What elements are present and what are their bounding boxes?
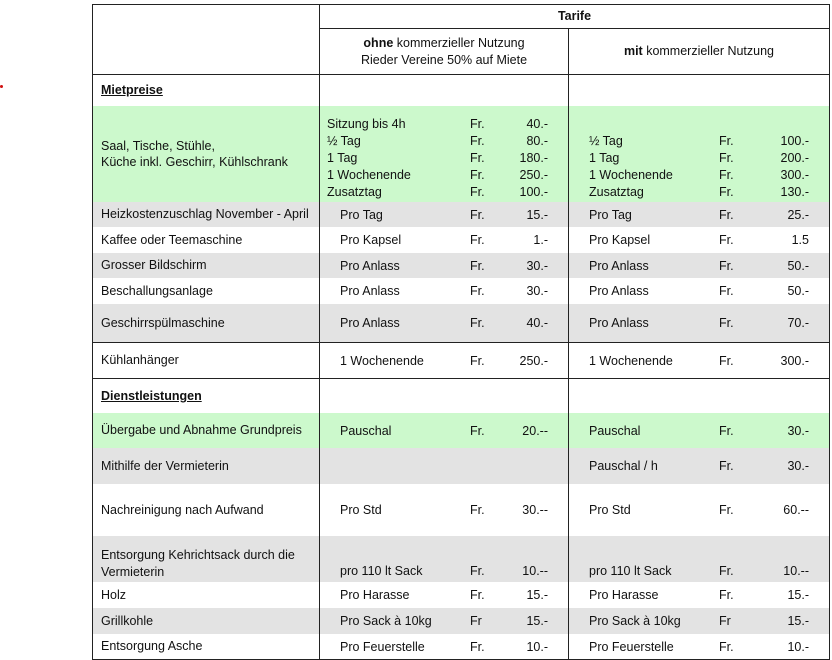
row-label-line2: Vermieterin [101,564,165,579]
currency: Fr. [470,423,485,438]
row-label: Entsorgung Asche [93,634,320,660]
unit: Pro Anlass [340,315,400,330]
section-row-mietpreise [93,75,830,107]
saal-mit-line [569,167,829,184]
unit: Pro Kapsel [340,232,402,247]
currency: Fr. [719,639,734,654]
row-label-saal-line2: Küche inkl. Geschirr, Kühlschrank [101,155,288,169]
table-row [93,536,830,582]
header-empty-cell-2 [93,29,320,75]
price: 300.- [780,353,809,368]
price: 10.- [526,639,548,654]
table-row [93,484,830,536]
currency: Fr. [719,133,734,148]
table-row [93,202,830,227]
row-label: Grosser Bildschirm [93,253,320,278]
price: 70.- [787,315,809,330]
currency: Fr. [719,458,734,473]
empty-cell [320,379,569,414]
price: 30.- [526,258,548,273]
price: 180.- [519,150,548,165]
price: 10.- [787,639,809,654]
unit: Pauschal [340,423,392,438]
currency: Fr. [470,283,485,298]
price-cell-ohne [320,253,569,278]
currency: Fr. [719,283,734,298]
unit: Pro Anlass [589,315,649,330]
price-cell-ohne [320,582,569,608]
price-cell-ohne [320,608,569,634]
currency: Fr. [470,133,485,148]
unit: Zusatztag [589,184,644,199]
table-row [93,448,830,484]
empty-cell [569,379,830,414]
unit: Pro Anlass [340,258,400,273]
unit: Pro Tag [340,207,383,222]
stray-red-dot [0,85,3,88]
price: 40.- [526,116,548,131]
header-mit-bold: mit [623,44,643,59]
price: 10.-- [522,563,548,578]
price-cell-ohne [320,304,569,343]
price: 250.- [519,167,548,182]
unit: Pro Feuerstelle [340,639,425,654]
price: 15.- [526,207,548,222]
saal-ohne-line [320,150,568,167]
price: 10.-- [783,563,809,578]
currency: Fr. [719,587,734,602]
price-cell-mit [569,448,830,484]
unit: Pro Tag [589,207,632,222]
currency: Fr. [719,315,734,330]
currency: Fr. [470,587,485,602]
price: 300.- [780,167,809,182]
currency: Fr. [470,563,485,578]
row-label-line1: Entsorgung Kehrichtsack durch die [101,548,295,562]
unit: pro 110 lt Sack [340,563,423,578]
currency: Fr. [470,207,485,222]
price-cell-mit [569,202,830,227]
unit: ½ Tag [327,133,361,148]
saal-ohne-line [320,184,568,201]
price: 1.- [533,232,548,247]
unit: Pro Sack à 10kg [589,613,681,628]
unit: Zusatztag [327,184,382,199]
price: 30.-- [522,502,548,517]
header-row-tarife [93,5,830,29]
price: 15.- [526,587,548,602]
table-row [93,608,830,634]
currency: Fr. [470,315,485,330]
price-cell-mit [569,227,830,253]
row-label: Heizkostenzuschlag November - April [93,202,320,227]
saal-ohne-cell [320,106,569,202]
header-ohne [320,29,569,75]
unit: Pro Harasse [340,587,410,602]
price: 130.- [780,184,809,199]
price-cell-ohne [320,227,569,253]
price-cell-ohne [320,413,569,448]
price: 50.- [787,283,809,298]
currency: Fr. [719,563,734,578]
unit: Pro Feuerstelle [589,639,674,654]
saal-mit-line [569,150,829,167]
unit: 1 Wochenende [340,353,424,368]
tariff-table [92,4,830,660]
price-cell-ohne [320,343,569,379]
price-cell-ohne [320,278,569,304]
currency: Fr [470,613,482,628]
unit: Pro Anlass [589,283,649,298]
header-mit-rest: kommerzieller Nutzung [642,44,775,59]
header-empty-cell [93,5,320,29]
price: 250.- [519,353,548,368]
price-cell-mit [569,484,830,536]
unit: Sitzung bis 4h [327,116,406,131]
currency: Fr. [470,184,485,199]
saal-mit-cell [569,106,830,202]
currency: Fr. [470,502,485,517]
price-cell-ohne [320,536,569,582]
price-cell-ohne [320,484,569,536]
row-label-saal-line1: Saal, Tische, Stühle, [101,138,215,153]
unit: Pro Anlass [589,258,649,273]
price: 30.- [787,458,809,473]
price: 40.- [526,315,548,330]
price-cell-mit [569,634,830,660]
currency: Fr. [719,167,734,182]
price: 200.- [780,150,809,165]
row-label [93,536,320,582]
saal-ohne-line [320,133,568,150]
currency: Fr. [470,639,485,654]
unit: Pro Sack à 10kg [340,613,432,628]
price-cell-mit [569,582,830,608]
section-row-dienstleistungen [93,379,830,414]
row-label: Beschallungsanlage [93,278,320,304]
unit: Pro Harasse [589,587,659,602]
table-row [93,278,830,304]
price-cell-mit [569,304,830,343]
row-label: Mithilfe der Vermieterin [93,448,320,484]
price-cell-ohne [320,202,569,227]
price: 80.- [526,133,548,148]
price: 50.- [787,258,809,273]
header-ohne-bold: ohne [363,36,394,50]
section-title-dienstleistungen: Dienstleistungen [93,379,320,414]
price: 1.5 [791,232,809,247]
price-cell-mit [569,253,830,278]
unit: 1 Wochenende [589,353,673,368]
price: 30.- [526,283,548,298]
currency: Fr. [719,423,734,438]
currency: Fr. [719,184,734,199]
price: 25.- [787,207,809,222]
table-row [93,343,830,379]
row-label: Nachreinigung nach Aufwand [93,484,320,536]
currency: Fr. [470,167,485,182]
price: 100.- [519,184,548,199]
unit: pro 110 lt Sack [589,563,672,578]
empty-cell [569,75,830,107]
unit: Pauschal / h [589,458,658,473]
currency: Fr. [719,353,734,368]
unit: 1 Wochenende [589,167,673,182]
table-row [93,304,830,343]
unit: 1 Wochenende [327,167,411,182]
unit: Pro Kapsel [589,232,651,247]
price: 30.- [787,423,809,438]
price-cell-mit [569,608,830,634]
unit: 1 Tag [589,150,620,165]
row-label: Holz [93,582,320,608]
header-mit [569,29,830,75]
price-cell-mit [569,343,830,379]
price: 100.- [780,133,809,148]
price-cell-mit [569,278,830,304]
unit: ½ Tag [589,133,623,148]
table-row [93,634,830,660]
saal-ohne-line [320,167,568,184]
currency: Fr. [719,150,734,165]
saal-ohne-line [320,116,568,133]
currency: Fr [719,613,731,628]
price: 15.- [526,613,548,628]
row-label: Übergabe und Abnahme Grundpreis [93,413,320,448]
currency: Fr. [470,258,485,273]
row-label: Kaffee oder Teemaschine [93,227,320,253]
currency: Fr. [719,258,734,273]
unit: 1 Tag [327,150,358,165]
price-cell-mit [569,536,830,582]
currency: Fr. [470,232,485,247]
unit: Pro Anlass [340,283,400,298]
currency: Fr. [470,353,485,368]
table-row [93,413,830,448]
table-row [93,253,830,278]
currency: Fr. [470,116,485,131]
unit: Pro Std [340,502,382,517]
section-title-mietpreise: Mietpreise [93,75,320,107]
header-tarife: Tarife [320,5,830,29]
table-row [93,582,830,608]
currency: Fr. [719,502,734,517]
header-row-usage [93,29,830,75]
row-label: Geschirrspülmaschine [93,304,320,343]
price: 60.-- [783,502,809,517]
header-ohne-line2: Rieder Vereine 50% auf Miete [360,52,528,67]
saal-mit-line [569,133,829,150]
price-cell-mit [569,413,830,448]
header-ohne-rest: kommerzieller Nutzung [393,36,525,50]
price: 15.- [787,613,809,628]
row-label-saal [93,106,320,202]
unit: Pro Std [589,502,631,517]
price: 20.-- [522,423,548,438]
row-label: Grillkohle [93,608,320,634]
price-cell-ohne [320,634,569,660]
saal-mit-line [569,184,829,201]
price-cell-ohne [320,448,569,484]
currency: Fr. [719,207,734,222]
currency: Fr. [470,150,485,165]
table-row [93,227,830,253]
currency: Fr. [719,232,734,247]
unit: Pauschal [589,423,641,438]
empty-cell [320,75,569,107]
table-row-saal [93,106,830,202]
price: 15.- [787,587,809,602]
row-label: Kühlanhänger [93,343,320,379]
